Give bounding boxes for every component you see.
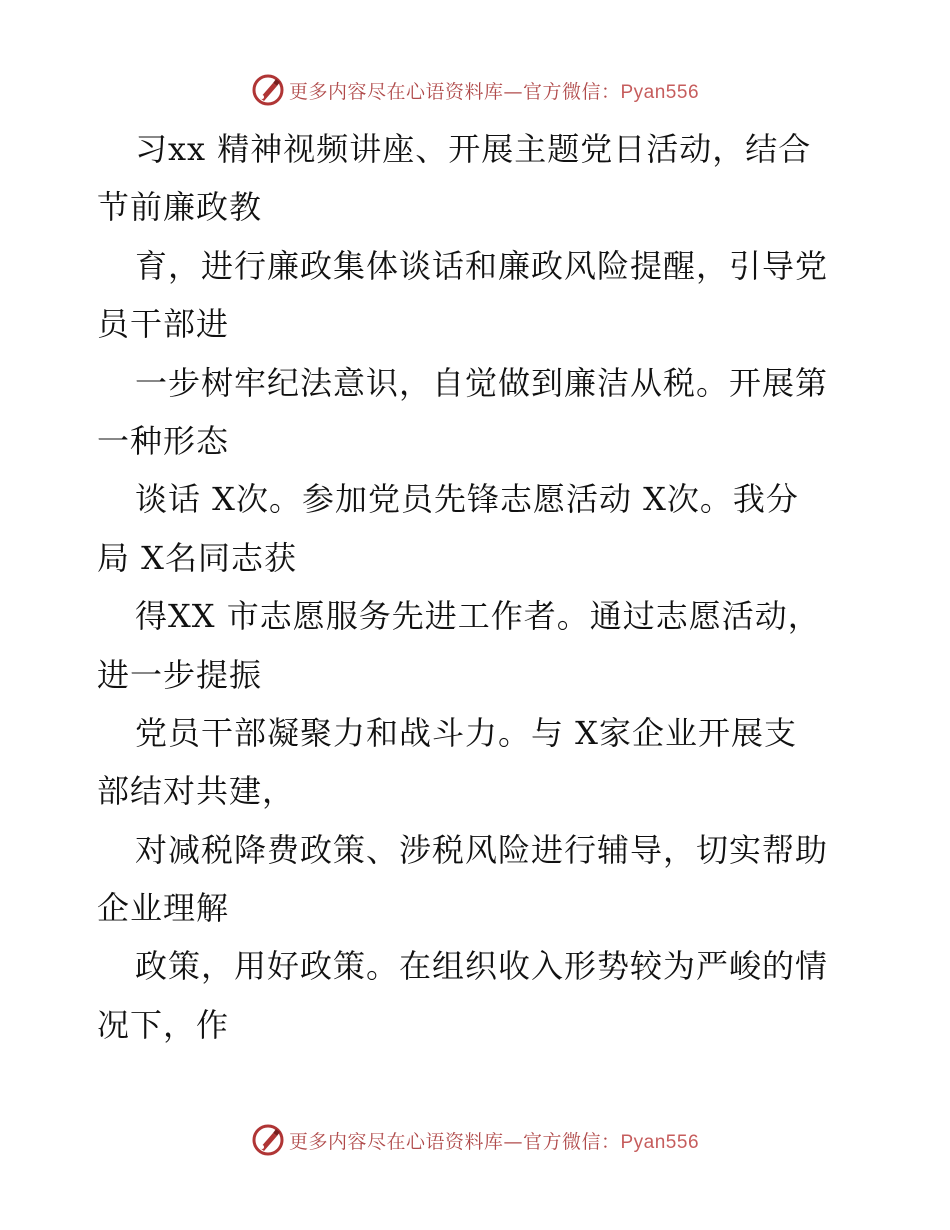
banner-main-text: 更多内容尽在心语资料库 <box>288 1130 504 1153</box>
footer-watermark-banner <box>0 1120 950 1160</box>
body-line: 得XX 市志愿服务先进工作者。通过志愿活动， <box>135 597 821 636</box>
body-line: 一种形态 <box>97 421 230 460</box>
body-line: 员干部进 <box>97 305 230 344</box>
banner-main-text: 更多内容尽在心语资料库 <box>288 80 504 103</box>
body-line: 况下，作 <box>97 1005 230 1044</box>
pen-logo-icon <box>251 73 285 107</box>
document-body <box>97 120 877 1054</box>
pen-logo-icon <box>251 1123 285 1157</box>
body-line: 节前廉政教 <box>97 188 263 227</box>
body-line: 企业理解 <box>97 889 230 928</box>
body-line: 谈话 X次。参加党员先锋志愿活动 X次。我分 <box>135 480 799 519</box>
body-line: 政策，用好政策。在组织收入形势较为严峻的情 <box>135 947 829 986</box>
banner-separator: — <box>503 1130 523 1153</box>
banner-separator: — <box>503 80 523 103</box>
body-line: 局 X名同志获 <box>97 538 297 577</box>
banner-wechat-id: Pyan556 <box>620 1131 700 1153</box>
body-line: 对减税降费政策、涉税风险进行辅导，切实帮助 <box>135 830 829 869</box>
body-line: 一步树牢纪法意识，自觉做到廉洁从税。开展第 <box>135 363 829 402</box>
banner-wechat-id: Pyan556 <box>620 81 700 103</box>
banner-sub-text: 官方微信： <box>522 1130 621 1153</box>
body-line: 育，进行廉政集体谈话和廉政风险提醒，引导党 <box>135 246 829 285</box>
body-line: 进一步提振 <box>97 655 263 694</box>
body-line: 习xx 精神视频讲座、开展主题党日活动，结合 <box>135 130 812 168</box>
header-watermark-banner <box>0 70 950 110</box>
body-line: 部结对共建， <box>97 772 296 811</box>
banner-sub-text: 官方微信： <box>522 80 621 103</box>
body-line: 党员干部凝聚力和战斗力。与 X家企业开展支 <box>135 713 797 752</box>
